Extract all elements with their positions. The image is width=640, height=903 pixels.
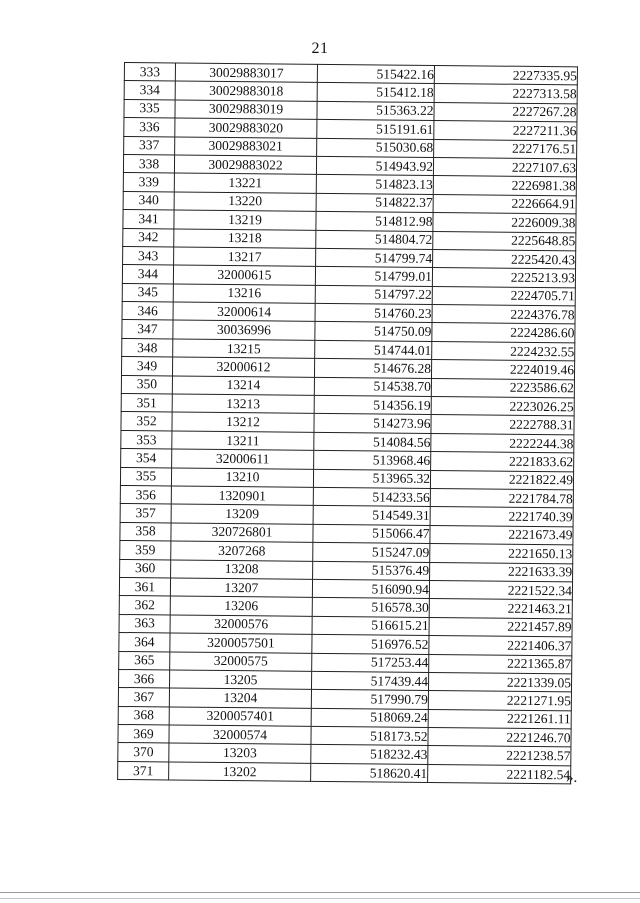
x-coordinate-cell: 515030.68 bbox=[317, 138, 434, 158]
point-id-cell: 13220 bbox=[174, 192, 316, 212]
y-coordinate-cell: 2221261.11 bbox=[428, 709, 571, 729]
point-id-cell: 13205 bbox=[169, 670, 311, 690]
x-coordinate-cell: 514822.37 bbox=[316, 193, 433, 213]
row-number-cell: 349 bbox=[121, 357, 172, 376]
x-coordinate-cell: 518173.52 bbox=[311, 726, 428, 746]
point-id-cell: 32000612 bbox=[172, 357, 314, 377]
row-number-cell: 360 bbox=[120, 559, 171, 578]
x-coordinate-cell: 517990.79 bbox=[311, 690, 428, 710]
y-coordinate-cell: 2227267.28 bbox=[434, 102, 577, 122]
x-coordinate-cell: 518620.41 bbox=[311, 763, 428, 783]
point-id-cell: 30029883018 bbox=[175, 81, 317, 101]
page-number: 21 bbox=[311, 40, 329, 57]
point-id-cell: 32000614 bbox=[173, 302, 315, 322]
row-number-cell: 344 bbox=[122, 265, 173, 284]
x-coordinate-cell: 514799.74 bbox=[316, 248, 433, 268]
table-row bbox=[118, 761, 571, 784]
x-coordinate-cell: 513968.46 bbox=[314, 451, 431, 471]
x-coordinate-cell: 514744.01 bbox=[315, 340, 432, 360]
y-coordinate-cell: 2221271.95 bbox=[428, 691, 571, 711]
row-number-cell: 346 bbox=[122, 302, 173, 321]
point-id-cell: 320726801 bbox=[171, 523, 313, 543]
y-coordinate-cell: 2221673.49 bbox=[430, 525, 573, 545]
point-id-cell: 13219 bbox=[174, 210, 316, 230]
point-id-cell: 32000615 bbox=[173, 265, 315, 285]
x-coordinate-cell: 514799.01 bbox=[315, 267, 432, 287]
y-coordinate-cell: 2222244.38 bbox=[431, 433, 574, 453]
y-coordinate-cell: 2221457.89 bbox=[429, 617, 572, 637]
x-coordinate-cell: 516976.52 bbox=[312, 634, 429, 654]
row-number-cell: 370 bbox=[118, 743, 169, 762]
point-id-cell: 3200057401 bbox=[169, 707, 311, 727]
row-number-cell: 356 bbox=[120, 485, 171, 504]
x-coordinate-cell: 518232.43 bbox=[311, 745, 428, 765]
point-id-cell: 13209 bbox=[171, 504, 313, 524]
x-coordinate-cell: 517253.44 bbox=[312, 653, 429, 673]
point-id-cell: 3207268 bbox=[171, 541, 313, 561]
y-coordinate-cell: 2221463.21 bbox=[429, 599, 572, 619]
point-id-cell: 13203 bbox=[169, 743, 311, 763]
scan-edge-line-lower bbox=[0, 898, 640, 899]
row-number-cell: 367 bbox=[118, 688, 169, 707]
x-coordinate-cell: 514812.98 bbox=[316, 211, 433, 231]
x-coordinate-cell: 514804.72 bbox=[316, 230, 433, 250]
y-coordinate-cell: 2221650.13 bbox=[430, 544, 573, 564]
row-number-cell: 354 bbox=[121, 449, 172, 468]
y-coordinate-cell: 2225648.85 bbox=[433, 231, 576, 251]
x-coordinate-cell: 514356.19 bbox=[314, 395, 431, 415]
x-coordinate-cell: 514084.56 bbox=[314, 432, 431, 452]
row-number-cell: 347 bbox=[122, 320, 173, 339]
y-coordinate-cell: 2227313.58 bbox=[434, 84, 577, 104]
x-coordinate-cell: 514549.31 bbox=[313, 506, 430, 526]
x-coordinate-cell: 513965.32 bbox=[313, 469, 430, 489]
point-id-cell: 30029883019 bbox=[175, 100, 317, 120]
y-coordinate-cell: 2221406.37 bbox=[429, 636, 572, 656]
x-coordinate-cell: 515363.22 bbox=[317, 101, 434, 121]
y-coordinate-cell: 2224705.71 bbox=[432, 286, 575, 306]
y-coordinate-cell: 2226664.91 bbox=[433, 194, 576, 214]
closing-quote-mark: ». bbox=[566, 770, 578, 786]
y-coordinate-cell: 2221246.70 bbox=[428, 728, 571, 748]
y-coordinate-cell: 2227107.63 bbox=[433, 157, 576, 177]
row-number-cell: 362 bbox=[119, 596, 170, 615]
y-coordinate-cell: 2222788.31 bbox=[431, 415, 574, 435]
y-coordinate-cell: 2221339.05 bbox=[428, 672, 571, 692]
y-coordinate-cell: 2223026.25 bbox=[431, 396, 574, 416]
row-number-cell: 355 bbox=[120, 467, 171, 486]
y-coordinate-cell: 2227211.36 bbox=[434, 121, 577, 141]
row-number-cell: 353 bbox=[121, 430, 172, 449]
row-number-cell: 350 bbox=[121, 375, 172, 394]
y-coordinate-cell: 2226981.38 bbox=[433, 176, 576, 196]
row-number-cell: 368 bbox=[118, 706, 169, 725]
x-coordinate-cell: 515247.09 bbox=[313, 542, 430, 562]
y-coordinate-cell: 2221182.54 bbox=[428, 764, 571, 784]
y-coordinate-cell: 2221784.78 bbox=[430, 488, 573, 508]
row-number-cell: 369 bbox=[118, 725, 169, 744]
point-id-cell: 32000611 bbox=[172, 449, 314, 469]
y-coordinate-cell: 2224019.46 bbox=[431, 360, 574, 380]
row-number-cell: 341 bbox=[123, 210, 174, 229]
point-id-cell: 1320901 bbox=[171, 486, 313, 506]
y-coordinate-cell: 2226009.38 bbox=[433, 213, 576, 233]
point-id-cell: 13212 bbox=[172, 412, 314, 432]
row-number-cell: 359 bbox=[120, 541, 171, 560]
row-number-cell: 342 bbox=[123, 228, 174, 247]
row-number-cell: 351 bbox=[121, 394, 172, 413]
row-number-cell: 345 bbox=[122, 283, 173, 302]
x-coordinate-cell: 516090.94 bbox=[312, 579, 429, 599]
y-coordinate-cell: 2227176.51 bbox=[434, 139, 577, 159]
y-coordinate-cell: 2224376.78 bbox=[432, 305, 575, 325]
point-id-cell: 30036996 bbox=[173, 320, 315, 340]
y-coordinate-cell: 2225213.93 bbox=[432, 268, 575, 288]
y-coordinate-cell: 2223586.62 bbox=[431, 378, 574, 398]
y-coordinate-cell: 2221740.39 bbox=[430, 507, 573, 527]
point-id-cell: 13207 bbox=[170, 578, 312, 598]
x-coordinate-cell: 515376.49 bbox=[313, 561, 430, 581]
x-coordinate-cell: 515191.61 bbox=[317, 120, 434, 140]
point-id-cell: 13213 bbox=[172, 394, 314, 414]
point-id-cell: 13210 bbox=[171, 468, 313, 488]
row-number-cell: 340 bbox=[123, 191, 174, 210]
y-coordinate-cell: 2221238.57 bbox=[428, 746, 571, 766]
row-number-cell: 348 bbox=[122, 338, 173, 357]
x-coordinate-cell: 514233.56 bbox=[313, 487, 430, 507]
point-id-cell: 13208 bbox=[171, 560, 313, 580]
point-id-cell: 13214 bbox=[172, 376, 314, 396]
x-coordinate-cell: 514538.70 bbox=[314, 377, 431, 397]
row-number-cell: 336 bbox=[124, 118, 175, 137]
x-coordinate-cell: 515422.16 bbox=[317, 64, 434, 84]
x-coordinate-cell: 516615.21 bbox=[312, 616, 429, 636]
x-coordinate-cell: 514943.92 bbox=[316, 156, 433, 176]
x-coordinate-cell: 516578.30 bbox=[312, 598, 429, 618]
y-coordinate-cell: 2221522.34 bbox=[429, 580, 572, 600]
point-id-cell: 13221 bbox=[174, 173, 316, 193]
point-id-cell: 30029883020 bbox=[175, 118, 317, 138]
scan-edge-line bbox=[0, 892, 640, 893]
point-id-cell: 30029883021 bbox=[175, 137, 317, 157]
y-coordinate-cell: 2221633.39 bbox=[430, 562, 573, 582]
row-number-cell: 371 bbox=[118, 761, 169, 780]
row-number-cell: 366 bbox=[118, 669, 169, 688]
coordinates-table-body bbox=[118, 63, 578, 785]
y-coordinate-cell: 2227335.95 bbox=[434, 65, 577, 85]
y-coordinate-cell: 2225420.43 bbox=[433, 249, 576, 269]
row-number-cell: 333 bbox=[124, 63, 175, 82]
point-id-cell: 32000574 bbox=[169, 725, 311, 745]
point-id-cell: 13211 bbox=[172, 431, 314, 451]
y-coordinate-cell: 2224232.55 bbox=[432, 341, 575, 361]
row-number-cell: 357 bbox=[120, 504, 171, 523]
y-coordinate-cell: 2221822.49 bbox=[430, 470, 573, 490]
x-coordinate-cell: 518069.24 bbox=[311, 708, 428, 728]
point-id-cell: 13206 bbox=[170, 596, 312, 616]
y-coordinate-cell: 2224286.60 bbox=[432, 323, 575, 343]
row-number-cell: 339 bbox=[123, 173, 174, 192]
coordinates-table bbox=[117, 62, 578, 785]
x-coordinate-cell: 514676.28 bbox=[314, 359, 431, 379]
row-number-cell: 337 bbox=[124, 136, 175, 155]
row-number-cell: 365 bbox=[119, 651, 170, 670]
point-id-cell: 13217 bbox=[174, 247, 316, 267]
point-id-cell: 13218 bbox=[174, 229, 316, 249]
row-number-cell: 343 bbox=[123, 246, 174, 265]
point-id-cell: 13215 bbox=[173, 339, 315, 359]
y-coordinate-cell: 2221365.87 bbox=[429, 654, 572, 674]
x-coordinate-cell: 514760.23 bbox=[315, 303, 432, 323]
row-number-cell: 338 bbox=[123, 154, 174, 173]
x-coordinate-cell: 514823.13 bbox=[316, 175, 433, 195]
x-coordinate-cell: 517439.44 bbox=[311, 671, 428, 691]
point-id-cell: 13202 bbox=[169, 762, 311, 782]
row-number-cell: 364 bbox=[119, 633, 170, 652]
point-id-cell: 13216 bbox=[173, 284, 315, 304]
point-id-cell: 13204 bbox=[169, 688, 311, 708]
point-id-cell: 30029883017 bbox=[175, 63, 317, 83]
x-coordinate-cell: 514750.09 bbox=[315, 322, 432, 342]
point-id-cell: 32000575 bbox=[170, 651, 312, 671]
x-coordinate-cell: 514797.22 bbox=[315, 285, 432, 305]
row-number-cell: 361 bbox=[119, 577, 170, 596]
x-coordinate-cell: 515066.47 bbox=[313, 524, 430, 544]
y-coordinate-cell: 2221833.62 bbox=[431, 452, 574, 472]
x-coordinate-cell: 515412.18 bbox=[317, 83, 434, 103]
row-number-cell: 363 bbox=[119, 614, 170, 633]
point-id-cell: 3200057501 bbox=[170, 633, 312, 653]
row-number-cell: 352 bbox=[121, 412, 172, 431]
row-number-cell: 335 bbox=[124, 99, 175, 118]
row-number-cell: 334 bbox=[124, 81, 175, 100]
point-id-cell: 30029883022 bbox=[174, 155, 316, 175]
x-coordinate-cell: 514273.96 bbox=[314, 414, 431, 434]
point-id-cell: 32000576 bbox=[170, 615, 312, 635]
row-number-cell: 358 bbox=[120, 522, 171, 541]
